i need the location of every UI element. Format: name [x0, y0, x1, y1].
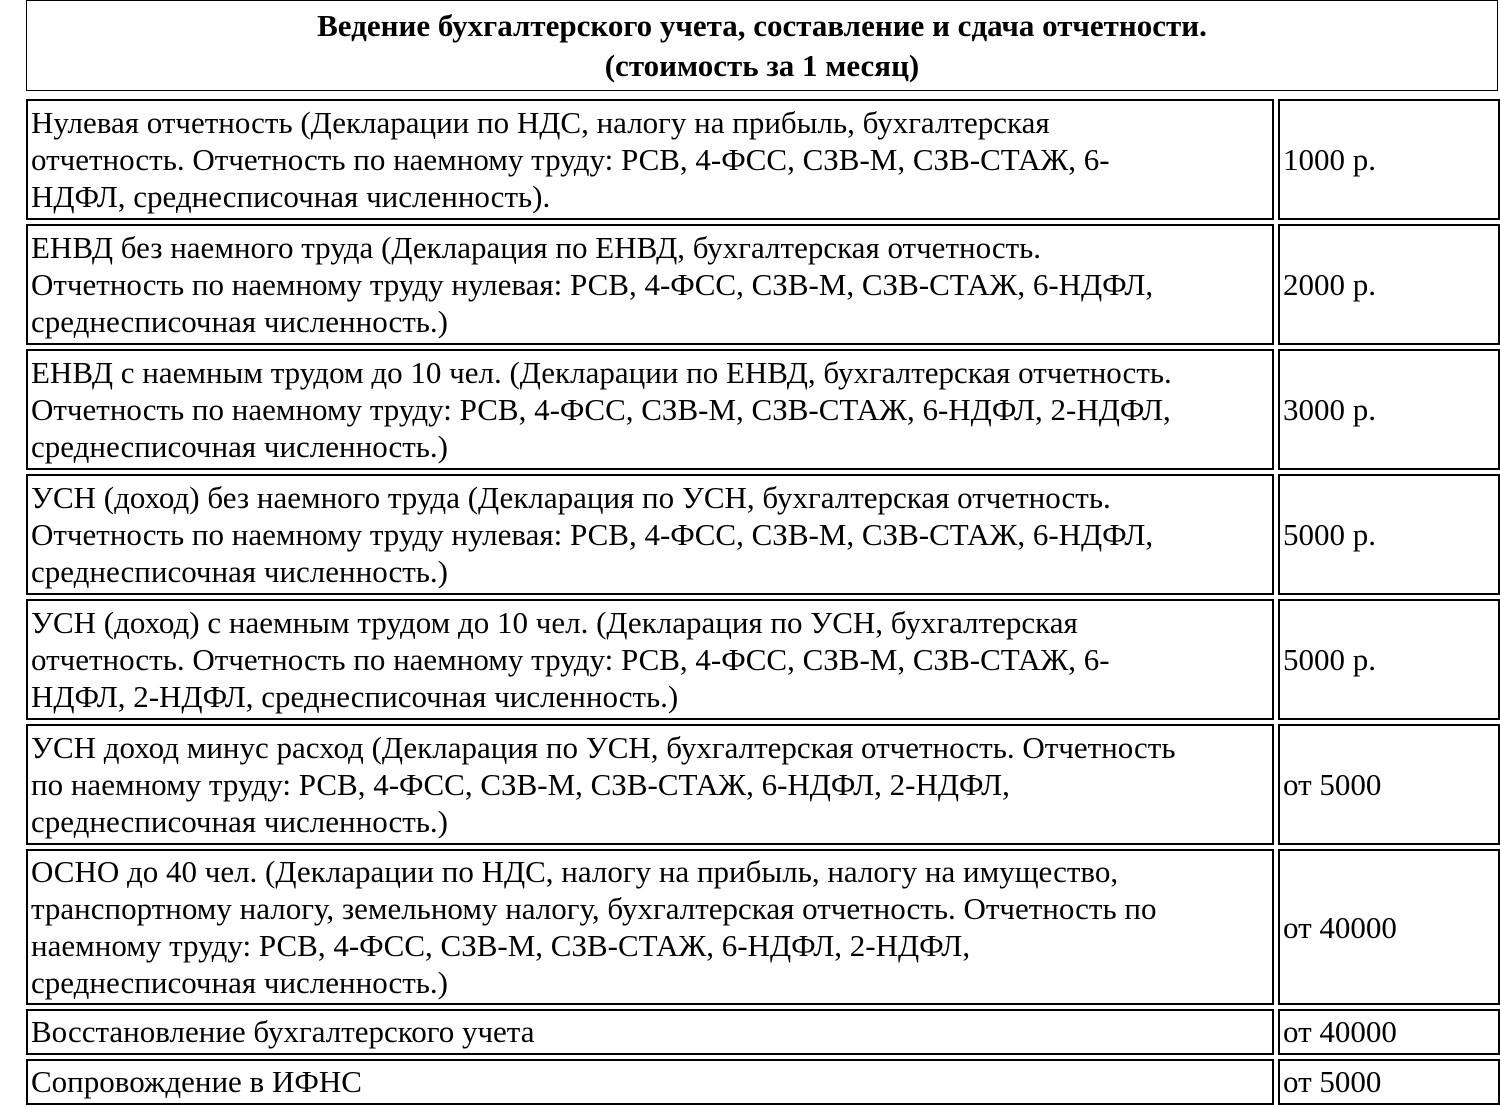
table-row [26, 99, 1500, 220]
service-description: ЕНВД без наемного труда (Декларация по ЕНВД, бухгалтерская отчетность. Отчетность по наемному труду нулевая: РСВ, 4-ФСС, СЗВ-М, СЗВ-СТАЖ, 6-НДФЛ, среднесписочная численность.) [26, 224, 1274, 345]
title-line-2: (стоимость за 1 месяц) [604, 48, 920, 83]
service-price: 1000 р. [1278, 99, 1500, 220]
service-price: 2000 р. [1278, 224, 1500, 345]
table-row [26, 349, 1500, 470]
table-row [26, 1059, 1500, 1105]
price-table [26, 95, 1500, 1109]
service-description: Сопровождение в ИФНС [26, 1059, 1274, 1105]
table-row [26, 224, 1500, 345]
service-description: ЕНВД с наемным трудом до 10 чел. (Декларации по ЕНВД, бухгалтерская отчетность. Отчетность по наемному труду: РСВ, 4-ФСС, СЗВ-М, СЗВ-СТАЖ, 6-НДФЛ, 2-НДФЛ, среднесписочная численность.) [26, 349, 1274, 470]
table-title [26, 0, 1498, 91]
table-row [26, 474, 1500, 595]
service-price: от 5000 [1278, 724, 1500, 845]
service-description: ОСНО до 40 чел. (Декларации по НДС, налогу на прибыль, налогу на имущество, транспортному налогу, земельному налогу, бухгалтерская отчетность. Отчетность по наемному труду: РСВ, 4-ФСС, СЗВ-М, СЗВ-СТАЖ, 6-НДФЛ, 2-НДФЛ, среднесписочная численность.) [26, 849, 1274, 1005]
service-price: 5000 р. [1278, 599, 1500, 720]
table-row [26, 724, 1500, 845]
table-row [26, 1009, 1500, 1055]
service-price: от 5000 [1278, 1059, 1500, 1105]
table-row [26, 849, 1500, 1005]
service-description: УСН (доход) с наемным трудом до 10 чел. (Декларация по УСН, бухгалтерская отчетность. Отчетность по наемному труду: РСВ, 4-ФСС, СЗВ-М, СЗВ-СТАЖ, 6- НДФЛ, 2-НДФЛ, среднесписочная численность.) [26, 599, 1274, 720]
service-price: от 40000 [1278, 849, 1500, 1005]
service-price: 3000 р. [1278, 349, 1500, 470]
service-description: УСН (доход) без наемного труда (Декларация по УСН, бухгалтерская отчетность. Отчетность по наемному труду нулевая: РСВ, 4-ФСС, СЗВ-М, СЗВ-СТАЖ, 6-НДФЛ, среднесписочная численность.) [26, 474, 1274, 595]
service-price: от 40000 [1278, 1009, 1500, 1055]
service-description: Восстановление бухгалтерского учета [26, 1009, 1274, 1055]
service-description: УСН доход минус расход (Декларация по УСН, бухгалтерская отчетность. Отчетность по наемному труду: РСВ, 4-ФСС, СЗВ-М, СЗВ-СТАЖ, 6-НДФЛ, 2-НДФЛ, среднесписочная численность.) [26, 724, 1274, 845]
service-price: 5000 р. [1278, 474, 1500, 595]
table-row [26, 599, 1500, 720]
title-line-1: Ведение бухгалтерского учета, составление и сдача отчетности. [317, 8, 1207, 43]
service-description: Нулевая отчетность (Декларации по НДС, налогу на прибыль, бухгалтерская отчетность. Отчетность по наемному труду: РСВ, 4-ФСС, СЗВ-М, СЗВ-СТАЖ, 6- НДФЛ, среднесписочная численность). [26, 99, 1274, 220]
